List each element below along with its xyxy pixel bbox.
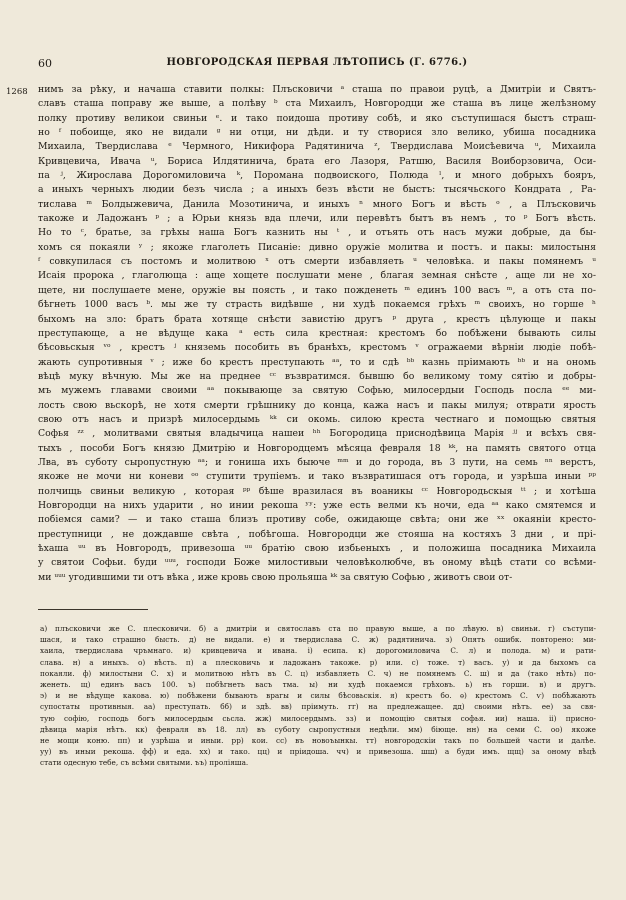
text-line: свою отъ насъ и призрѣ милосердымь ᵏᵏ си окомь. силою креста честнаго и помощью святыя — [38, 413, 596, 425]
footnote-line: хаила, твердислава чръмнаго. и) кривцевича и ивана. і) есипа. к) дорогомиловича С. л) и полода. м) и рати- — [40, 646, 596, 656]
text-line: па ʲ, Жирослава Дорогомиловича ᵏ, Поромана подвоиского, Полюда ˡ, и много добрыхъ бояръ, — [38, 170, 596, 182]
text-line: такоже и Ладожанъ ᵖ ; а Юрьи князь вда плечи, или перевѣтъ бытъ въ немъ , то ᵖ Богъ вѣсть. — [38, 213, 596, 225]
margin-year: 1268 — [6, 87, 28, 97]
text-line: Но то ᶜ, братье, за грѣхы наша Богъ казнить ны ᵗ , и отъять отъ насъ мужи добрые, да бы- — [38, 227, 596, 239]
text-line: ѣхаша ᵘᵘ въ Новгородъ, привезоша ᵘᵘ братію свою избьеныхъ , и положиша посадника Михаила — [38, 543, 596, 554]
page-header — [38, 57, 596, 71]
footnote-line: не мощи коню. пп) и узрѣша и иныи. рр) кои. сс) въ новоъынкы. тт) новгородскіи такъ по большей части и далѣе. — [40, 735, 596, 745]
text-line: Исаія пророка , глаголюща : аще хощете послушати мене , благая земная снѣсте , аще ли не хо- — [38, 270, 596, 282]
footnote-line: стати одесную тебе, съ всѣми святыми. ъъ) проліяша. — [40, 758, 249, 768]
text-line: славъ сташа поправу же выше, а полѣву ᵇ ста Михаилъ, Новгородци же сташа въ лице желѣзному — [38, 98, 596, 110]
text-line: мъ мужемъ главами своими ᵃᵃ покывающе за святую Софью, милосердыи Господь посла ᵉᵉ ми- — [38, 385, 596, 397]
text-line: Лва, въ суботу сыропустную ᵃᵃ; и гониша ихъ быюче ᵐᵐ и до города, въ 3 пути, на семь ⁿⁿ верстъ, — [38, 456, 596, 468]
text-line: вѣцѣ муку вѣчную. Мы же на преднее ᶜᶜ възвратимся. бывшю бо великому тому сятію и добры- — [38, 370, 596, 382]
footnotes — [40, 623, 596, 768]
text-line: Софья ᶻᶻ , молитвами святыя владычица нашеи ʰʰ Богородица приснодѣвица Марія ʲʲ и всѣхъ свя- — [38, 428, 596, 440]
text-line: бѣсовьскыя ᵛᵒ , крестъ ʲ княземь пособить въ бранѣхъ, крестомъ ᵛ огражаеми вѣрніи людіе побѣ- — [38, 342, 596, 354]
footnote-line: женеть. щ) единъ васъ 100. ъ) побѣгнеть васъ тма. ы) ни худѣ покаемся грѣховъ. ь) нъ горши. в) и другъ. — [40, 679, 596, 689]
text-line: тислава ᵐ Болдыжевича, Данила Мозотинича, и иныхъ ⁿ много Богъ и вѣсть ᵒ , а Плъсковичь — [38, 198, 596, 210]
footnote-line: дѣвица марія нѣтъ. кк) февраля въ 18. лл) въ суботу сыропустныя недѣли. мм) біюще. нн) на семи С. оо) якоже — [40, 724, 596, 734]
main-text — [38, 83, 596, 585]
text-line: но ᶠ побоище, яко не видали ᵍ ни отци, ни дѣди. и ту створися зло велико, убиша посадника — [38, 127, 596, 139]
text-line: тыхъ , пособи Богъ князю Дмитрію и Новгородцемъ мѣсяца февраля 18 ᵏᵏ, на память святого отца — [38, 442, 596, 454]
text-line: хомъ ся покаяли ʸ ; якоже глаголеть Писаніе: дивно оружіе молитва и постъ. и пакы: милостыня — [38, 241, 596, 253]
text-line: щете, ни послушаете мене, оружіе вы поясть , и тако пожденеть ᵐ единъ 100 васъ ᵐ, а отъ ста по- — [38, 284, 596, 296]
text-line: нимъ за рѣку, и начаша ставити полкы: Плъсковичи ᵃ сташа по правои руцѣ, а Дмитріи и Святъ- — [38, 84, 596, 95]
text-line: жають супротивныя ᵛ ; иже бо крестъ преступають ᵃᵃ, то и сдѣ ᵇᵇ казнь пріимають ᵇᵇ и на ономь — [38, 356, 596, 368]
footnote-line: слава. н) а иныхъ. о) вѣсть. п) а плесковичь и ладожанъ такоже. р) или. с) тоже. т) васъ. у) и да быхомъ са — [40, 657, 596, 667]
text-line: ми ᵘᵘᵘ угодившими ти отъ вѣка , иже кровь свою прольяша ᵏᵏ за святую Софью , животъ свои от- — [38, 571, 513, 583]
footnote-line: супостаты противныя. аа) преступать. бб) и здѣ. вв) пріимуть. гг) на предлежащее. дд) своими нѣтъ. ее) за свя- — [40, 702, 596, 712]
footnote-line: а) плъсковичи же С. плесковичи. б) а дмитріи и святославъ ста по правую выше, а по лѣвую. в) свиньи. г) съступи- — [40, 624, 596, 633]
text-line: преступающе, а не вѣдуще кака ᵃ есть сила крестная: крестомъ бо побѣжени бывають силы — [38, 327, 596, 339]
footnote-divider — [38, 609, 148, 610]
text-line: лость свою вьскорѣ, не хотя смерти грѣшнику до конца, кажа насъ и пакы милуя; отврати ярость — [38, 399, 596, 411]
running-title: НОВГОРОДСКАЯ ПЕРВАЯ ЛѢТОПИСЬ (Г. 6776.) — [166, 57, 468, 68]
text-line: якоже не мочи ни коневи ᵒᵒ ступити трупіемъ. и тако възвратишася отъ города, и узрѣша иныи ᵖᵖ — [38, 471, 596, 483]
text-line: быхомъ на зло: братъ брата хотяще снѣсти завистію другъ ᵖ друга , крестъ цѣлующе и пакы — [38, 313, 596, 325]
text-line: а иныхъ черныхъ людии безъ числа ; а иныхъ безъ вѣсти не быстъ: тысячьского Кондрата , Ра- — [38, 184, 596, 196]
text-line: бѣгнеть 1000 васъ ᵇ. мы же ту страсть видѣвше , ни худѣ покаемся грѣхъ ᵐ своихъ, но горше ʰ — [38, 299, 596, 311]
footnote-line: уу) въ иныи рекоша. фф) и еда. хх) и тако. цц) и пріидоша. чч) и привезоша. шш) а буди имъ. щщ) за оному вѣцѣ — [40, 747, 596, 757]
text-line: полчищь свиньи великую , которая ᵖᵖ бѣше вразилася въ воаникы ᶜᶜ Новгородьскыя ᵗᵗ ; и хотѣша — [38, 485, 596, 497]
footnote-line: покаяли. ф) милостыни С. х) и молитвою нѣтъ въ С. ц) избавляеть С. ч) не помянемъ С. ш) и да (тако нѣть) по- — [40, 668, 596, 678]
text-line: преступници , не дождавше свѣта , побѣгоша. Новгородци же стояша на костяхъ 3 дни , и прі- — [38, 528, 596, 540]
text-line: у святои Софьи. буди ᵘᵘᵘ, господи Боже милостивыи человѣколюбче, въ оному вѣцѣ стати со всѣми- — [38, 557, 596, 569]
text-line: Кривцевича, Ивача ᵘ, Бориса Илдятинича, брата его Лазоря, Ратшю, Василя Воиборзовича, Оси- — [38, 155, 596, 167]
text-line: полку противу великои свиньи ᵉ. и тако поидоша противу собѣ, и яко съступишася быстъ страш- — [38, 112, 596, 124]
footnote-line: тую софію, господь богъ милосердым сьсла. жж) милосердымъ. зз) и помощію святыя софья. ии) наша. ii) присно- — [40, 713, 596, 723]
text-line: Новгородци на нихъ ударити , но инии рекоша ʸʸ: уже есть велми къ ночи, еда ᵃᵃ како смятемся и — [38, 499, 596, 511]
footnote-line: э) и не вѣдуще какова. ю) побѣжени бывають врагы и силы бѣсовьскія. я) крестъ бо. ѳ) крестомъ С. ѵ) побѣжають — [40, 691, 596, 701]
text-line: ᶠ совкупилася съ постомъ и молитвою ˣ отъ смерти избавляеть ᵘ человѣка. и пакы помянемъ ᵘ — [38, 256, 596, 268]
page-number: 60 — [38, 57, 52, 70]
text-line: Михаила, Твердислава ᵉ Чермного, Никифора Радятинича ᶻ, Твердислава Моисѣевича ᵘ, Михаила — [38, 141, 596, 153]
text-line: побіемся сами? — и тако сташа близъ противу собе, ожидающе свѣта; они же ˣˣ окаяніи кресто- — [38, 514, 596, 526]
footnote-line: шася, и тако страшно бысть. д) не видали. е) и твердислава С. ж) радятинича. з) Опять ошибк. повторено: ми- — [40, 635, 596, 645]
